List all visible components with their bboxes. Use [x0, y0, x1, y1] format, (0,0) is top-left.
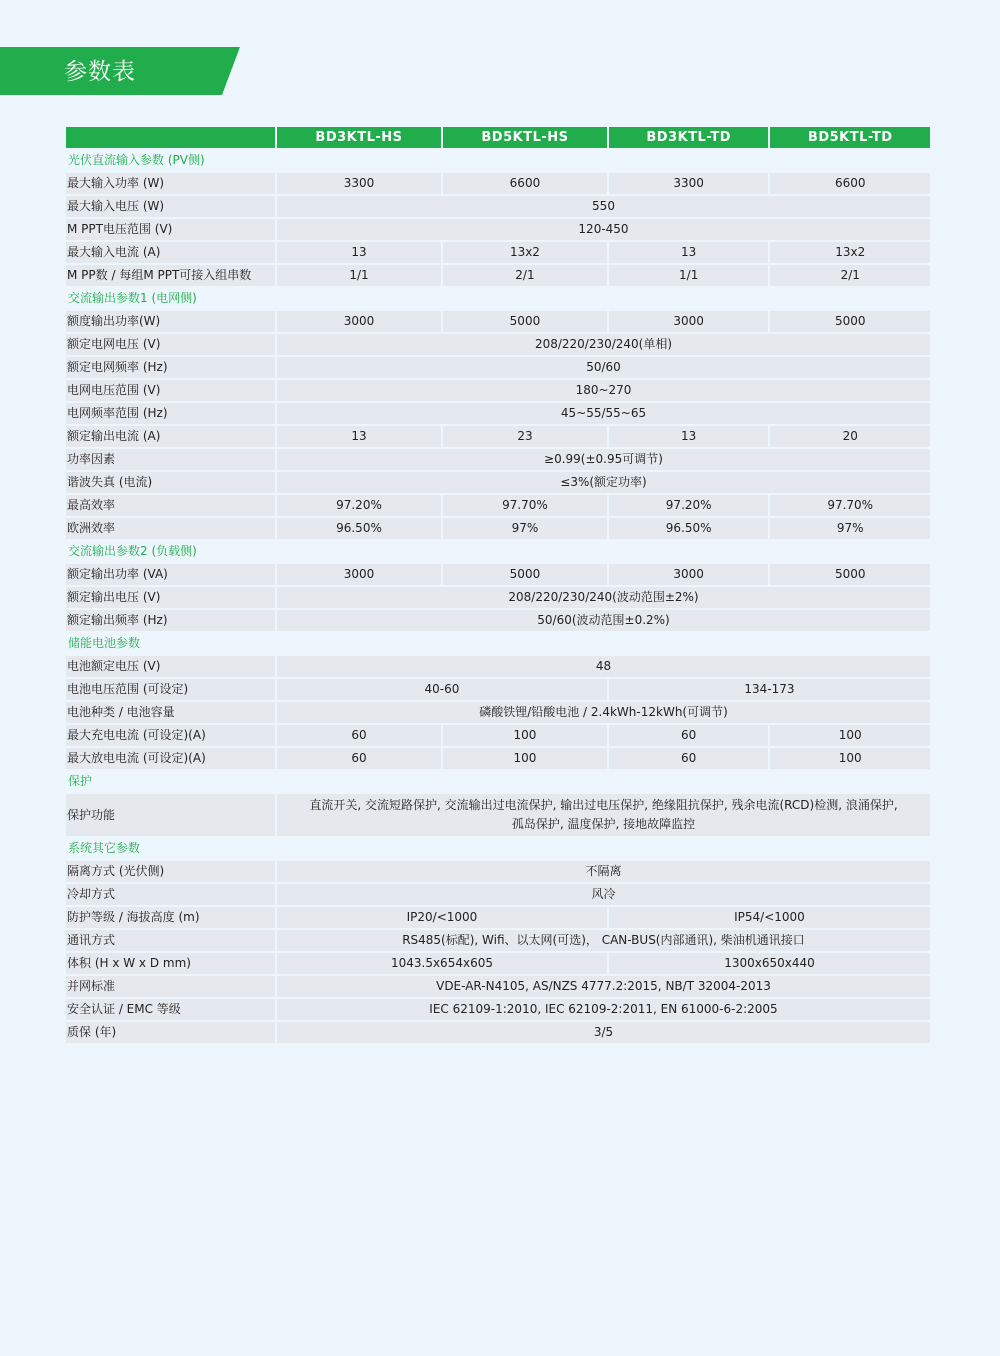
value-cell: 1300x650x440 — [609, 953, 930, 974]
spec-table-body — [66, 150, 930, 1043]
value-cell: 60 — [277, 748, 441, 769]
row-label: 防护等级 / 海拔高度 (m) — [66, 907, 275, 928]
value-cell: 5000 — [443, 564, 607, 585]
table-row — [66, 999, 930, 1020]
value-cell: 45~55/55~65 — [277, 403, 930, 424]
value-cell: 6600 — [443, 173, 607, 194]
value-cell: 180~270 — [277, 380, 930, 401]
value-cell: 不隔离 — [277, 861, 930, 882]
table-row — [66, 610, 930, 631]
value-cell: 60 — [277, 725, 441, 746]
row-label: 额度输出功率(W) — [66, 311, 275, 332]
value-cell — [277, 794, 930, 836]
table-row — [66, 472, 930, 493]
value-cell: 5000 — [770, 564, 930, 585]
value-cell: IP20/<1000 — [277, 907, 607, 928]
value-line: 孤岛保护, 温度保护, 接地故障监控 — [511, 817, 696, 831]
model-header-cell: BD3KTL-TD — [609, 127, 769, 148]
section-title: 系统其它参数 — [68, 841, 141, 855]
table-row — [66, 311, 930, 332]
row-label: M PPT电压范围 (V) — [66, 219, 275, 240]
value-cell: 5000 — [443, 311, 607, 332]
value-cell: 97.70% — [443, 495, 607, 516]
table-row — [66, 587, 930, 608]
model-header-cell: BD3KTL-HS — [277, 127, 441, 148]
value-cell: 3000 — [277, 564, 441, 585]
value-cell: 3300 — [609, 173, 769, 194]
section-title: 光伏直流输入参数 (PV侧) — [68, 153, 205, 167]
value-cell: 97% — [770, 518, 930, 539]
value-cell: 208/220/230/240(单相) — [277, 334, 930, 355]
table-row — [66, 679, 930, 700]
table-row — [66, 702, 930, 723]
section-header-row — [66, 288, 930, 309]
section-title: 交流输出参数1 (电网侧) — [68, 291, 197, 305]
row-label: 额定输出电流 (A) — [66, 426, 275, 447]
value-cell: 100 — [770, 725, 930, 746]
value-cell: 100 — [770, 748, 930, 769]
spec-table — [64, 125, 932, 1045]
value-cell: 13x2 — [770, 242, 930, 263]
value-cell: 60 — [609, 748, 769, 769]
value-cell: 13 — [609, 426, 769, 447]
table-row — [66, 357, 930, 378]
value-cell: 50/60 — [277, 357, 930, 378]
model-header-row — [66, 127, 930, 148]
table-row — [66, 748, 930, 769]
value-cell: 风冷 — [277, 884, 930, 905]
value-cell: 2/1 — [770, 265, 930, 286]
row-label: 最大输入电流 (A) — [66, 242, 275, 263]
row-label: 最大输入电压 (W) — [66, 196, 275, 217]
table-row — [66, 884, 930, 905]
value-cell: 208/220/230/240(波动范围±2%) — [277, 587, 930, 608]
value-cell: 磷酸铁锂/铅酸电池 / 2.4kWh-12kWh(可调节) — [277, 702, 930, 723]
value-cell: 97% — [443, 518, 607, 539]
value-cell: 1043.5x654x605 — [277, 953, 607, 974]
table-row — [66, 403, 930, 424]
value-cell: 13x2 — [443, 242, 607, 263]
table-row — [66, 518, 930, 539]
table-row — [66, 1022, 930, 1043]
value-cell: 3000 — [277, 311, 441, 332]
value-cell: 97.20% — [277, 495, 441, 516]
value-cell: 13 — [609, 242, 769, 263]
row-label: 额定输出电压 (V) — [66, 587, 275, 608]
value-line: 直流开关, 交流短路保护, 交流输出过电流保护, 输出过电压保护, 绝缘阻抗保护, 残余电流(RCD)检测, 浪涌保护, — [309, 798, 898, 812]
row-label: 最大输入功率 (W) — [66, 173, 275, 194]
row-label: 额定输出功率 (VA) — [66, 564, 275, 585]
value-cell: 97.70% — [770, 495, 930, 516]
table-row — [66, 976, 930, 997]
row-label: 电网电压范围 (V) — [66, 380, 275, 401]
table-row — [66, 219, 930, 240]
row-label: 电池电压范围 (可设定) — [66, 679, 275, 700]
value-cell: 23 — [443, 426, 607, 447]
row-label: 通讯方式 — [66, 930, 275, 951]
row-label: 并网标准 — [66, 976, 275, 997]
value-cell: ≥0.99(±0.95可调节) — [277, 449, 930, 470]
page-title: 参数表 — [64, 59, 136, 85]
section-header-row — [66, 633, 930, 654]
value-cell: 550 — [277, 196, 930, 217]
row-label: 最大充电电流 (可设定)(A) — [66, 725, 275, 746]
value-cell: 6600 — [770, 173, 930, 194]
value-cell: 3300 — [277, 173, 441, 194]
table-row — [66, 725, 930, 746]
table-row — [66, 907, 930, 928]
value-cell: 13 — [277, 242, 441, 263]
table-row — [66, 196, 930, 217]
table-row — [66, 495, 930, 516]
value-cell: ≤3%(额定功率) — [277, 472, 930, 493]
value-cell: 100 — [443, 748, 607, 769]
section-header-row — [66, 541, 930, 562]
row-label: 电池额定电压 (V) — [66, 656, 275, 677]
table-row — [66, 173, 930, 194]
value-cell: IP54/<1000 — [609, 907, 930, 928]
section-title: 交流输出参数2 (负载侧) — [68, 544, 197, 558]
table-row — [66, 334, 930, 355]
value-cell: 60 — [609, 725, 769, 746]
table-row — [66, 426, 930, 447]
row-label: 冷却方式 — [66, 884, 275, 905]
value-cell: 2/1 — [443, 265, 607, 286]
table-row — [66, 794, 930, 836]
row-label: 最大放电电流 (可设定)(A) — [66, 748, 275, 769]
header-corner — [66, 127, 275, 148]
row-label: 最高效率 — [66, 495, 275, 516]
value-cell: 1/1 — [609, 265, 769, 286]
value-cell: 40-60 — [277, 679, 607, 700]
row-label: 质保 (年) — [66, 1022, 275, 1043]
value-cell: RS485(标配), Wifi、以太网(可选)， CAN-BUS(内部通讯), 柴油机通讯接口 — [277, 930, 930, 951]
value-cell: 3000 — [609, 311, 769, 332]
value-cell: 20 — [770, 426, 930, 447]
table-row — [66, 449, 930, 470]
value-cell: 120-450 — [277, 219, 930, 240]
value-cell: 48 — [277, 656, 930, 677]
table-row — [66, 265, 930, 286]
row-label: 保护功能 — [66, 794, 275, 836]
row-label: 电池种类 / 电池容量 — [66, 702, 275, 723]
table-row — [66, 656, 930, 677]
value-cell: 5000 — [770, 311, 930, 332]
value-cell: 3/5 — [277, 1022, 930, 1043]
table-row — [66, 861, 930, 882]
table-row — [66, 380, 930, 401]
section-header-row — [66, 150, 930, 171]
table-row — [66, 930, 930, 951]
row-label: 安全认证 / EMC 等级 — [66, 999, 275, 1020]
value-cell: 134-173 — [609, 679, 930, 700]
model-header-cell: BD5KTL-HS — [443, 127, 607, 148]
value-cell: 96.50% — [277, 518, 441, 539]
section-title: 储能电池参数 — [68, 636, 141, 650]
row-label: 功率因素 — [66, 449, 275, 470]
value-cell: IEC 62109-1:2010, IEC 62109-2:2011, EN 61000-6-2:2005 — [277, 999, 930, 1020]
row-label: 额定电网频率 (Hz) — [66, 357, 275, 378]
row-label: 额定电网电压 (V) — [66, 334, 275, 355]
row-label: 隔离方式 (光伏侧) — [66, 861, 275, 882]
value-cell: 96.50% — [609, 518, 769, 539]
row-label: 谐波失真 (电流) — [66, 472, 275, 493]
model-header-cell: BD5KTL-TD — [770, 127, 930, 148]
row-label: 电网频率范围 (Hz) — [66, 403, 275, 424]
value-cell: 50/60(波动范围±0.2%) — [277, 610, 930, 631]
row-label: 欧洲效率 — [66, 518, 275, 539]
value-cell: 100 — [443, 725, 607, 746]
value-cell: VDE-AR-N4105, AS/NZS 4777.2:2015, NB/T 32004-2013 — [277, 976, 930, 997]
row-label: 额定输出频率 (Hz) — [66, 610, 275, 631]
section-title: 保护 — [68, 774, 93, 788]
row-label: M PP数 / 每组M PPT可接入组串数 — [66, 265, 275, 286]
table-row — [66, 564, 930, 585]
table-row — [66, 953, 930, 974]
table-row — [66, 242, 930, 263]
value-cell: 13 — [277, 426, 441, 447]
row-label: 体积 (H x W x D mm) — [66, 953, 275, 974]
section-header-row — [66, 771, 930, 792]
value-cell: 1/1 — [277, 265, 441, 286]
section-header-row — [66, 838, 930, 859]
value-cell: 97.20% — [609, 495, 769, 516]
value-cell: 3000 — [609, 564, 769, 585]
